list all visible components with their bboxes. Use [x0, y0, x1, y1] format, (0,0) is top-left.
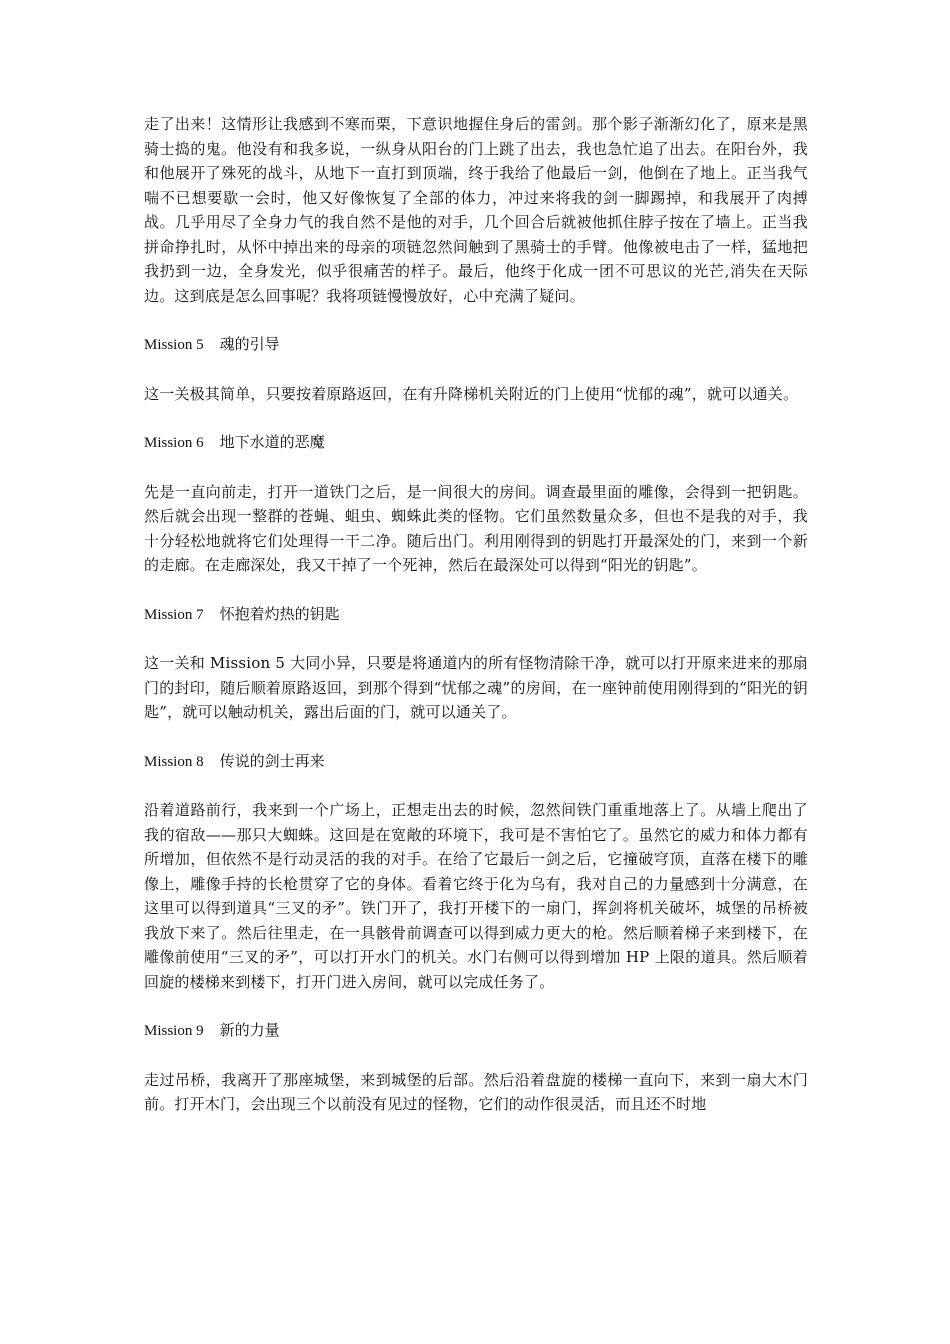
mission-9-title: 新的力量 — [219, 1021, 280, 1039]
mission-5-title: 魂的引导 — [219, 335, 280, 353]
mission-6-paragraph: 先是一直向前走，打开一道铁门之后，是一间很大的房间。调查最里面的雕像，会得到一把钥匙。然后就会出现一整群的苍蝇、蛆虫、蜘蛛此类的怪物。它们虽然数量众多，但也不是我的对手，我十分轻松地就将它们处理得一干二净。随后出门。利用刚得到的钥匙打开最深处的门，来到一个新的走廊。在走廊深处，我又干掉了一个死神，然后在最深处可以得到“阳光的钥匙”。 — [144, 482, 808, 574]
intro-paragraph: 走了出来！这情形让我感到不寒而栗，下意识地握住身后的雷剑。那个影子渐渐幻化了，原来是黑骑士捣的鬼。他没有和我多说，一纵身从阳台的门上跳了出去，我也急忙追了出去。在阳台外，我和他展开了殊死的战斗，从地下一直打到顶端，终于我给了他最后一剑，他倒在了地上。正当我气喘不已想要歇一会时，他又好像恢复了全部的体力，冲过来将我的剑一脚踢掉，和我展开了肉搏战。几乎用尽了全身力气的我自然不是他的对手，几个回合后就被他抓住脖子按在了墙上。正当我拼命挣扎时，从怀中掉出来的母亲的项链忽然间触到了黑骑士的手臂。他像被电击了一样，猛地把我扔到一边，全身发光，似乎很痛苦的样子。最后，他终于化成一团不可思议的光芒,消失在天际边。这到底是怎么回事呢？我将项链慢慢放好，心中充满了疑问。 — [144, 115, 808, 305]
mission-9-paragraph: 走过吊桥，我离开了那座城堡，来到城堡的后部。然后沿着盘旋的楼梯一直向下，来到一扇大木门前。打开木门，会出现三个以前没有见过的怪物，它们的动作很灵活，而且还不时地 — [144, 1070, 808, 1113]
mission-6-title: 地下水道的恶魔 — [219, 433, 325, 451]
mission-9-heading — [144, 1018, 808, 1044]
mission-7-number: Mission 7 — [144, 606, 204, 623]
document-page — [144, 112, 808, 1141]
mission-5-number: Mission 5 — [144, 337, 204, 353]
mission-9-number: Mission 9 — [144, 1023, 204, 1039]
mission-8-heading — [144, 749, 808, 775]
mission-8-paragraph: 沿着道路前行，我来到一个广场上，正想走出去的时候，忽然间铁门重重地落上了。从墙上爬出了我的宿敌——那只大蜘蛛。这回是在宽敞的环境下，我可是不害怕它了。虽然它的威力和体力都有所增加，但依然不是行动灵活的我的对手。在给了它最后一剑之后，它撞破穹顶，直落在楼下的雕像上，雕像手持的长枪贯穿了它的身体。看着它终于化为乌有，我对自己的力量感到十分满意，在这里可以得到道具“三叉的矛”。铁门开了，我打开楼下的一扇门，挥剑将机关破坏，城堡的吊桥被我放下来了。然后往里走，在一具骸骨前调查可以得到威力更大的枪。然后顺着梯子来到楼下，在雕像前使用“三叉的矛”，可以打开水门的机关。水门右侧可以得到增加 HP 上限的道具。然后顺着回旋的楼梯来到楼下，打开门进入房间，就可以完成任务了。 — [144, 801, 808, 991]
mission-7-heading — [144, 602, 808, 628]
mission-5-heading — [144, 332, 808, 358]
mission-6-number: Mission 6 — [144, 435, 204, 451]
mission-8-number: Mission 8 — [144, 753, 204, 770]
mission-7-title: 怀抱着灼热的钥匙 — [219, 604, 340, 623]
mission-7-paragraph: 这一关和 Mission 5 大同小异，只要是将通道内的所有怪物清除干净，就可以打开原来进来的那扇门的封印，随后顺着原路返回，到那个得到“忧郁之魂”的房间，在一座钟前使用刚得到的“阳光的钥匙”，就可以触动机关，露出后面的门，就可以通关了。 — [144, 654, 808, 721]
mission-8-title: 传说的剑士再来 — [219, 751, 325, 770]
mission-5-paragraph: 这一关极其简单，只要按着原路返回，在有升降梯机关附近的门上使用“忧郁的魂”，就可以通关。 — [144, 384, 799, 403]
mission-6-heading — [144, 430, 808, 456]
